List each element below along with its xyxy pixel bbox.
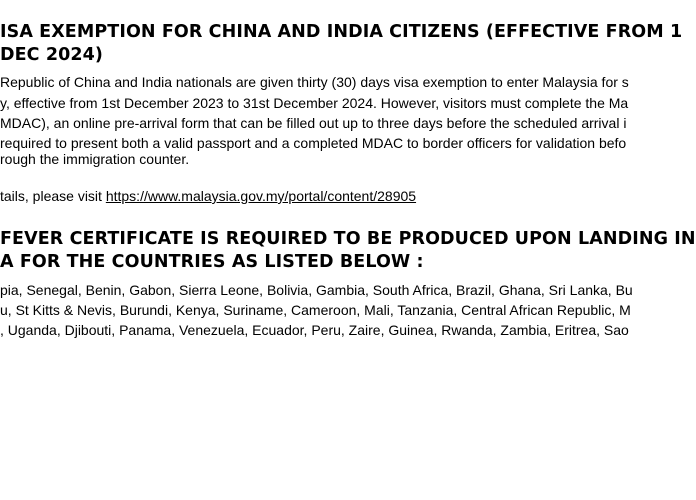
fever-certificate-heading-line-1: FEVER CERTIFICATE IS REQUIRED TO BE PRODUCED UPON LANDING IN: [0, 229, 696, 249]
details-prefix: tails, please visit: [0, 188, 106, 204]
country-list-line: u, St Kitts & Nevis, Burundi, Kenya, Suriname, Cameroon, Mali, Tanzania, Central African Republic, M: [0, 302, 631, 318]
country-list-line: pia, Senegal, Benin, Gabon, Sierra Leone, Bolivia, Gambia, South Africa, Brazil, Ghana, Sri Lanka, Bu: [0, 282, 633, 298]
visa-paragraph-line: Republic of China and India nationals are given thirty (30) days visa exemption to enter Malaysia for s: [0, 74, 629, 90]
visa-paragraph-line: rough the immigration counter.: [0, 151, 190, 167]
country-list-line: , Uganda, Djibouti, Panama, Venezuela, Ecuador, Peru, Zaire, Guinea, Rwanda, Zambia, Eritrea, Sao: [0, 322, 629, 338]
fever-certificate-heading-line-2: A FOR THE COUNTRIES AS LISTED BELOW :: [0, 252, 424, 272]
visa-paragraph-line: y, effective from 1st December 2023 to 31st December 2024. However, visitors must complete the Ma: [0, 95, 629, 111]
visa-paragraph-line: MDAC), an online pre-arrival form that can be filled out up to three days before the scheduled arrival i: [0, 115, 627, 131]
malaysia-gov-portal-link[interactable]: https://www.malaysia.gov.my/portal/content/28905: [105, 188, 417, 204]
visa-exemption-heading-line-1: ISA EXEMPTION FOR CHINA AND INDIA CITIZENS (EFFECTIVE FROM 1: [0, 22, 683, 42]
visa-exemption-heading-line-2: DEC 2024): [0, 45, 104, 65]
visa-paragraph-line: required to present both a valid passport and a completed MDAC to border officers for validation befo: [0, 135, 627, 151]
details-line: [0, 188, 416, 204]
